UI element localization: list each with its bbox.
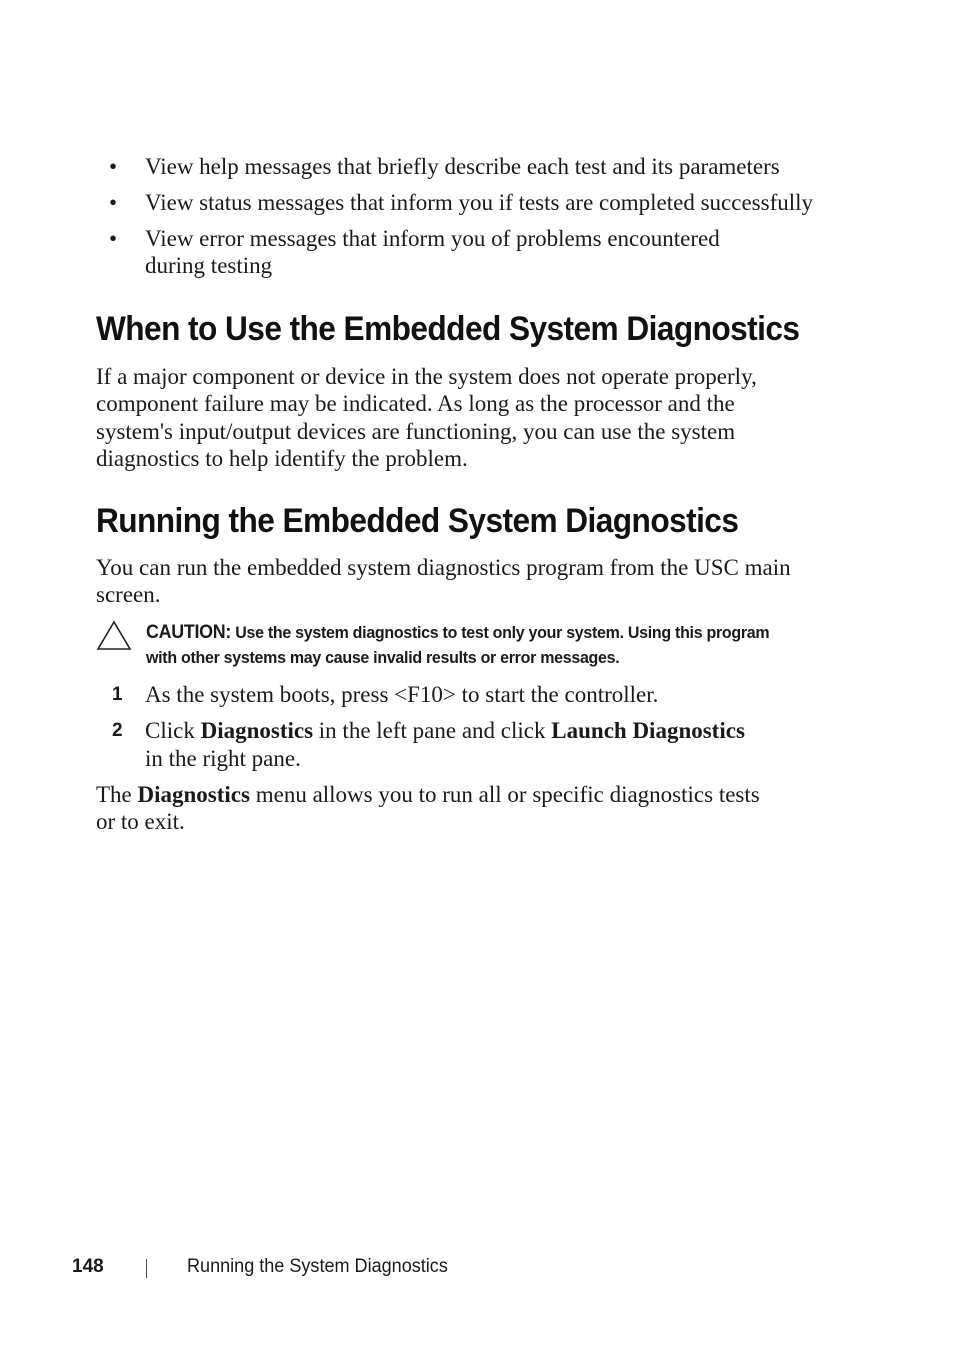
- list-item: [96, 225, 760, 279]
- section-body-when-to-use: If a major component or device in the system does not operate properly, component failure may be indicated. As long as the processor and the system's input/output devices are functioning, you can use the system diagnostics to help identify the problem.: [96, 364, 757, 471]
- step-list: [96, 681, 816, 781]
- list-item: [96, 681, 816, 708]
- ui-term-launch-diagnostics: Launch Diagnostics: [551, 718, 745, 744]
- list-item: [96, 153, 816, 180]
- list-item: [96, 717, 765, 772]
- bullet-marker: •: [109, 226, 118, 251]
- step-text: As the system boots, press <F10> to start the controller.: [145, 682, 659, 707]
- closing-text-pre: The: [96, 782, 138, 807]
- caution-label: CAUTION:: [146, 622, 232, 643]
- step-text-post: in the right pane.: [145, 745, 301, 771]
- bullet-text: View help messages that briefly describe each test and its parameters: [145, 154, 780, 179]
- ui-term-diagnostics: Diagnostics: [200, 718, 314, 744]
- step-number: 1: [112, 684, 123, 705]
- closing-paragraph: [96, 781, 776, 836]
- feature-bullet-list: [96, 153, 816, 288]
- caution-triangle-icon: [96, 620, 132, 652]
- footer-separator: [146, 1259, 147, 1278]
- section-heading-running: Running the Embedded System Diagnostics: [96, 502, 739, 540]
- ui-term-diagnostics-menu: Diagnostics: [137, 782, 250, 807]
- section-heading-when-to-use: When to Use the Embedded System Diagnostics: [96, 310, 800, 348]
- footer-chapter-title: Running the System Diagnostics: [187, 1256, 448, 1277]
- bullet-marker: •: [109, 154, 118, 179]
- section-body-running: You can run the embedded system diagnostics program from the USC main screen.: [96, 555, 791, 608]
- step-text-mid: in the left pane and click: [313, 718, 552, 744]
- step-text-pre: Click: [145, 718, 201, 744]
- bullet-text: View error messages that inform you of problems encountered during testing: [145, 226, 720, 278]
- closing-text-post: menu allows you to run all or specific diagnostics tests or to exit.: [96, 782, 760, 835]
- caution-text: [146, 620, 785, 670]
- list-item: [96, 189, 816, 216]
- step-number: 2: [112, 720, 123, 742]
- bullet-marker: •: [109, 190, 118, 215]
- caution-message: Use the system diagnostics to test only your system. Using this program with other systems may cause invalid results or error messages.: [146, 623, 770, 667]
- bullet-text: View status messages that inform you if tests are completed successfully: [145, 190, 814, 215]
- page-number: 148: [72, 1256, 104, 1277]
